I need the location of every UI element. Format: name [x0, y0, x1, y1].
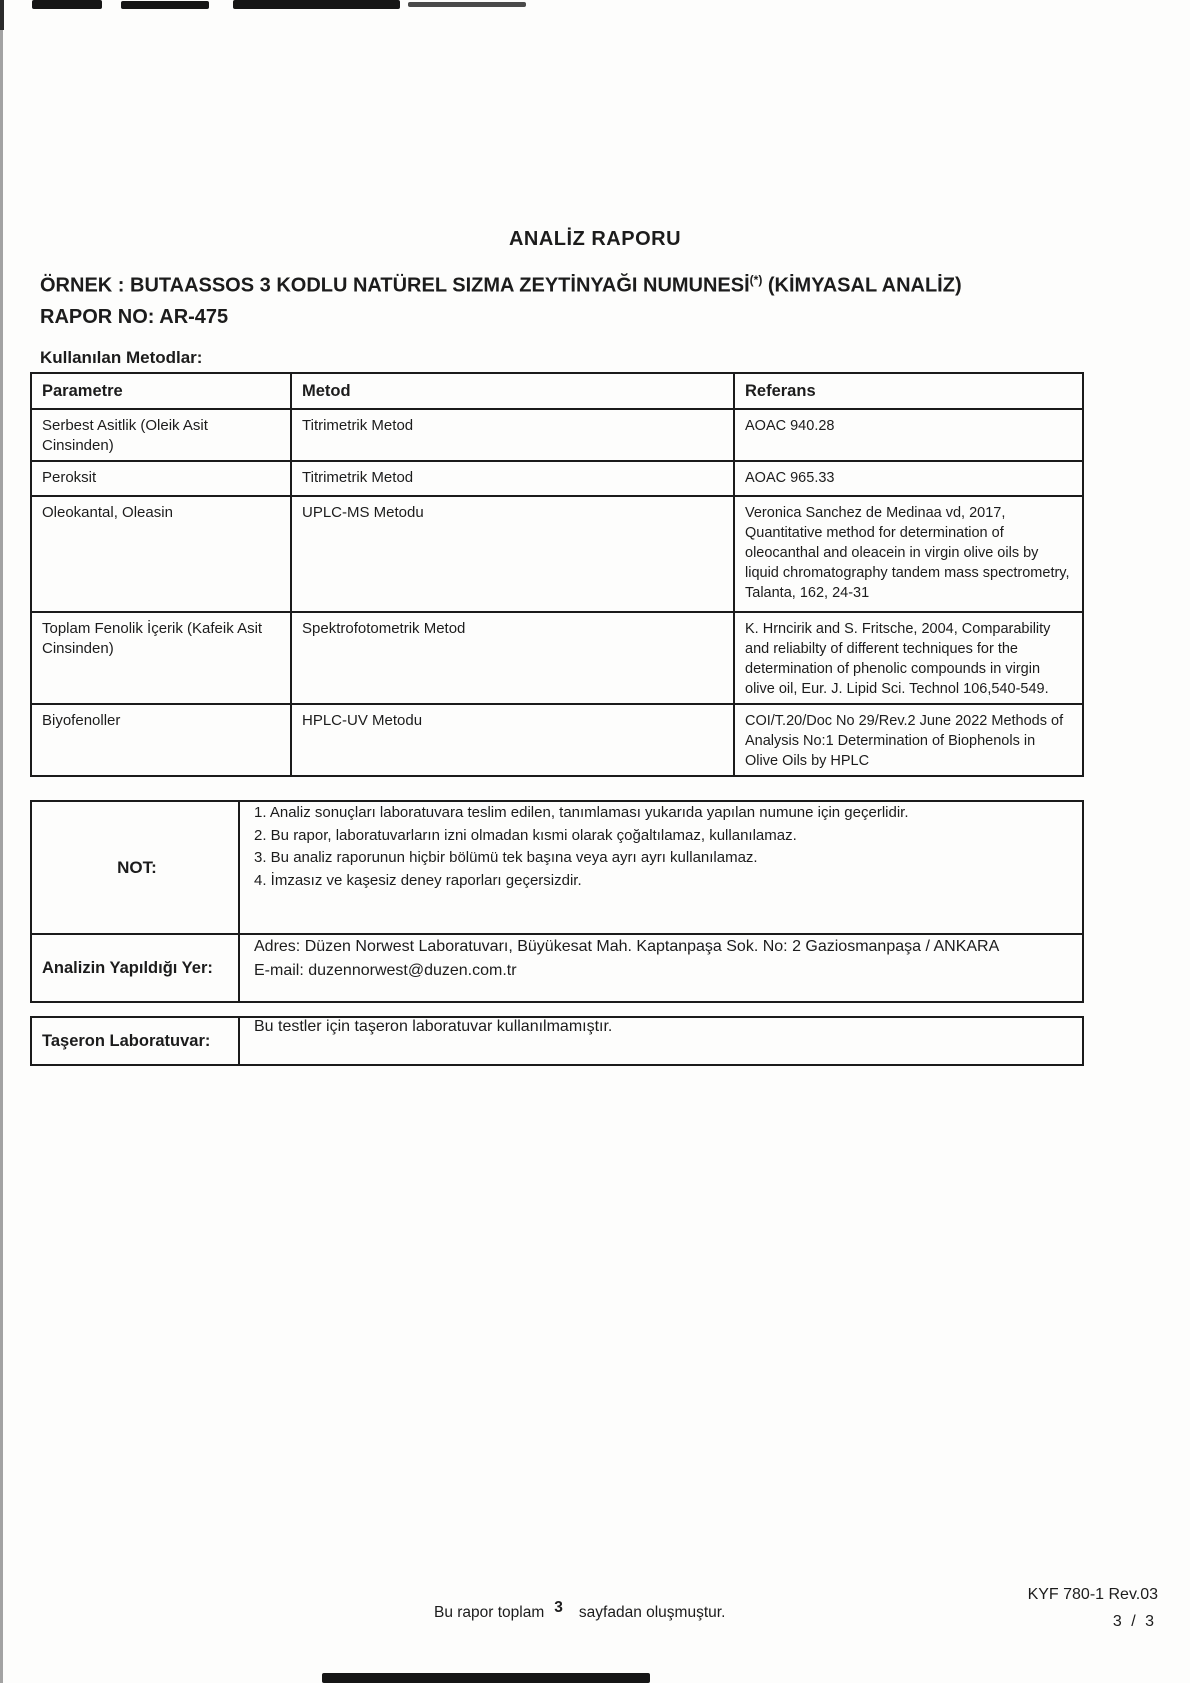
cell-metod: Titrimetrik Metod [291, 409, 734, 461]
cell-referans: AOAC 965.33 [734, 461, 1083, 496]
subcontractor-label: Taşeron Laboratuvar: [31, 1017, 239, 1065]
footer-page-indicator: 3 / 3 [1112, 1613, 1154, 1630]
sample-name: BUTAASSOS 3 KODLU NATÜREL SIZMA ZEYTİNYAĞI NUMUNESİ [130, 274, 750, 297]
cell-parametre: Toplam Fenolik İçerik (Kafeik Asit Cinsinden) [31, 612, 291, 704]
email-line: E-mail: duzennorwest@duzen.com.tr [254, 962, 517, 979]
left-edge-scan-artifact-dark [0, 0, 4, 30]
table-row [31, 704, 1083, 776]
sample-line [40, 273, 962, 298]
top-scan-streak [32, 0, 102, 9]
cell-metod: UPLC-MS Metodu [291, 496, 734, 612]
cell-referans: COI/T.20/Doc No 29/Rev.2 June 2022 Methods of Analysis No:1 Determination of Biophenols in Olive Oils by HPLC [734, 704, 1083, 776]
top-scan-streak [408, 2, 526, 7]
not-label: NOT: [31, 801, 239, 934]
analysis-location-label: Analizin Yapıldığı Yer: [31, 934, 239, 1002]
page-note-suffix: sayfadan oluşmuştur. [578, 1604, 726, 1621]
cell-parametre: Biyofenoller [31, 704, 291, 776]
methods-table [30, 372, 1084, 777]
left-edge-scan-artifact [0, 0, 3, 1683]
footer-doc-code: KYF 780-1 Rev.03 [1027, 1586, 1158, 1603]
sample-superscript: (*) [749, 273, 763, 287]
subcontractor-text: Bu testler için taşeron laboratuvar kullanılmamıştır. [254, 1018, 613, 1035]
subcontractor-box [30, 1016, 1084, 1066]
bottom-scan-streak [322, 1673, 650, 1683]
table-row [31, 409, 1083, 461]
cell-referans: AOAC 940.28 [734, 409, 1083, 461]
not-row [31, 801, 1083, 934]
cell-parametre: Peroksit [31, 461, 291, 496]
page-note-prefix: Bu rapor toplam [434, 1604, 545, 1621]
table-row [31, 496, 1083, 612]
cell-referans: Veronica Sanchez de Medinaa vd, 2017, Quantitative method for determination of oleocanthal and oleacein in virgin olive oils by liquid chromatography tandem mass spectrometry, Talanta, 162, 24-31 [734, 496, 1083, 612]
page-count: 3 [554, 1599, 563, 1616]
cell-metod: HPLC-UV Metodu [291, 704, 734, 776]
notes-box [30, 800, 1084, 1003]
address-line: Adres: Düzen Norwest Laboratuvarı, Büyükesat Mah. Kaptanpaşa Sok. No: 2 Gaziosmanpaşa / ANKARA [254, 938, 1000, 955]
sample-suffix: (KİMYASAL ANALİZ) [762, 274, 962, 297]
top-scan-streak [121, 1, 209, 9]
subcontractor-cell [239, 1017, 1083, 1065]
not-item: 3. Bu analiz raporunun hiçbir bölümü tek başına veya ayrı ayrı kullanılamaz. [254, 849, 758, 866]
not-item: 4. İmzasız ve kaşesiz deney raporları geçersizdir. [254, 871, 582, 889]
methods-heading: Kullanılan Metodlar: [40, 348, 203, 367]
methods-header-row [31, 373, 1083, 409]
not-item: 2. Bu rapor, laboratuvarların izni olmadan kısmi olarak çoğaltılamaz, kullanılamaz. [254, 826, 797, 844]
page-title: ANALİZ RAPORU [508, 228, 682, 250]
cell-parametre: Oleokantal, Oleasin [31, 496, 291, 612]
not-item: 1. Analiz sonuçları laboratuvara teslim edilen, tanımlaması yukarıda yapılan numune için geçerlidir. [254, 804, 909, 821]
sample-label: ÖRNEK : [40, 274, 130, 297]
cell-parametre: Serbest Asitlik (Oleik Asit Cinsinden) [31, 409, 291, 461]
cell-metod: Spektrofotometrik Metod [291, 612, 734, 704]
cell-metod: Titrimetrik Metod [291, 461, 734, 496]
analysis-location-row [31, 934, 1083, 1002]
subcontractor-row [31, 1017, 1083, 1065]
table-row [31, 612, 1083, 704]
analysis-location-cell [239, 934, 1083, 1002]
header-parametre: Parametre [31, 373, 291, 409]
header-metod: Metod [291, 373, 734, 409]
table-row [31, 461, 1083, 496]
header-referans: Referans [734, 373, 1083, 409]
top-scan-streak [233, 0, 400, 9]
report-number: RAPOR NO: AR-475 [40, 306, 229, 328]
footer-page-note [434, 1599, 726, 1622]
not-items-cell [239, 801, 1083, 934]
cell-referans: K. Hrncirik and S. Fritsche, 2004, Comparability and reliabilty of different techniques for the determination of phenolic compounds in virgin olive oil, Eur. J. Lipid Sci. Technol 106,540-549. [734, 612, 1083, 704]
